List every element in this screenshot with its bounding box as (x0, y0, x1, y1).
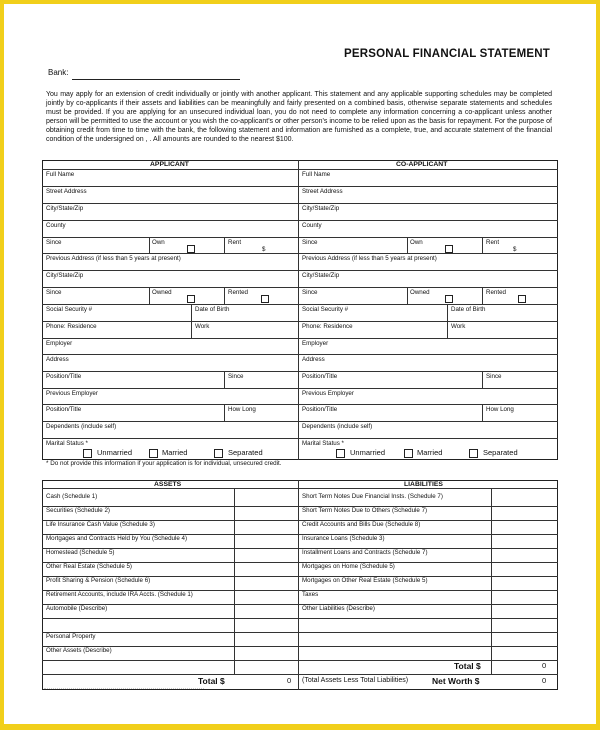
applicant-employer-field[interactable]: Employer (46, 340, 73, 347)
assets-liabilities-table (42, 480, 558, 690)
coapplicant-position2-field[interactable]: Position/Title (302, 406, 338, 413)
applicant-address-field[interactable]: Address (46, 356, 69, 363)
liabilities-header: LIABILITIES (404, 481, 443, 488)
coapplicant-ssn-field[interactable]: Social Security # (302, 306, 349, 313)
applicant-since-field[interactable]: Since (46, 239, 62, 246)
page-footer-divider (44, 688, 204, 691)
coapplicant-rented-label: Rented (486, 289, 506, 296)
liability-item[interactable]: Mortgages on Other Real Estate (Schedule 5) (302, 577, 428, 584)
applicant-full-name-field[interactable]: Full Name (46, 171, 75, 178)
applicant-header: APPLICANT (150, 161, 189, 168)
applicant-street-field[interactable]: Street Address (46, 188, 87, 195)
coapplicant-unmarried-checkbox[interactable] (336, 449, 345, 458)
coapplicant-header: CO-APPLICANT (396, 161, 448, 168)
applicant-prev-employer-field[interactable]: Previous Employer (46, 390, 98, 397)
applicant-city-field[interactable]: City/State/Zip (46, 205, 84, 212)
applicant-position-field[interactable]: Position/Title (46, 373, 82, 380)
intro-paragraph: You may apply for an extension of credit individually or jointly with another applicant. This statement and any applicable supporting schedules may be completed jointly by co-applicants if their assets and liabilities can be meaningfully and fairly presented on a combined basis, otherwise separate statements and schedules must be provided. If you are applying for an unsecured individual loan, you do not need to complete any information concerning a co-applicant unless another person will be permitted to use the account or you wish the co-applicant's or other person's income to be relied upon as the basis for repayment. For the purpose of obtaining credit from time to time with the bank, the following statement and information are furnished as a complete, true, and accurate statement of the financial condition of the undersigned on , . All amounts are rounded to the nearest $100. (46, 91, 552, 143)
assets-header: ASSETS (154, 481, 182, 488)
coapplicant-married-label: Married (417, 448, 443, 457)
coapplicant-full-name-field[interactable]: Full Name (302, 171, 331, 178)
asset-item[interactable]: Retirement Accounts, include IRA Accts. (Schedule 1) (46, 591, 193, 598)
coapplicant-position-field[interactable]: Position/Title (302, 373, 338, 380)
coapplicant-street-field[interactable]: Street Address (302, 188, 343, 195)
coapplicant-dob-field[interactable]: Date of Birth (451, 306, 486, 313)
applicant-prev-address-field[interactable]: Previous Address (if less than 5 years at present) (46, 255, 181, 262)
applicant-dependents-field[interactable]: Dependents (include self) (46, 423, 117, 430)
applicant-prev-city-field[interactable]: City/State/Zip (46, 272, 84, 279)
coapplicant-dependents-field[interactable]: Dependents (include self) (302, 423, 373, 430)
applicant-own-checkbox[interactable] (187, 245, 195, 253)
asset-item[interactable]: Homestead (Schedule 5) (46, 549, 115, 556)
liabilities-total-value: 0 (542, 661, 547, 670)
assets-total-value: 0 (287, 676, 292, 685)
coapplicant-marital-label: Marital Status * (302, 440, 344, 447)
applicant-position2-field[interactable]: Position/Title (46, 406, 82, 413)
applicant-married-checkbox[interactable] (149, 449, 158, 458)
asset-item[interactable]: Automobile (Describe) (46, 605, 108, 612)
coapplicant-married-checkbox[interactable] (404, 449, 413, 458)
applicant-ssn-field[interactable]: Social Security # (46, 306, 93, 313)
net-worth-value: 0 (542, 676, 547, 685)
liability-item[interactable]: Credit Accounts and Bills Due (Schedule 8) (302, 521, 421, 528)
applicant-county-field[interactable]: County (46, 222, 66, 229)
coapplicant-separated-label: Separated (483, 448, 518, 457)
applicant-marital-label: Marital Status * (46, 440, 88, 447)
applicant-rented-checkbox[interactable] (261, 295, 269, 303)
coapplicant-work-field[interactable]: Work (451, 323, 466, 330)
bank-label: Bank: (48, 68, 69, 77)
coapplicant-own-label: Own (410, 239, 423, 246)
coapplicant-address-field[interactable]: Address (302, 356, 325, 363)
applicant-rented-label: Rented (228, 289, 248, 296)
bank-input-line[interactable] (72, 79, 240, 80)
asset-item[interactable]: Personal Property (46, 633, 96, 640)
coapplicant-prev-address-field[interactable]: Previous Address (if less than 5 years at present) (302, 255, 437, 262)
applicant-own-label: Own (152, 239, 165, 246)
applicant-unmarried-label: Unmarried (97, 448, 133, 457)
applicant-dob-field[interactable]: Date of Birth (195, 306, 230, 313)
applicant-rent-label: Rent (228, 239, 242, 246)
coapplicant-rented-checkbox[interactable] (518, 295, 526, 303)
liability-item[interactable]: Short Term Notes Due Financial Insts. (Schedule 7) (302, 493, 443, 500)
coapplicant-since-field[interactable]: Since (302, 239, 318, 246)
liability-item[interactable]: Insurance Loans (Schedule 3) (302, 535, 385, 542)
applicant-rent-dollar: $ (262, 246, 266, 253)
applicant-unmarried-checkbox[interactable] (83, 449, 92, 458)
liabilities-total-label: Total $ (454, 661, 481, 671)
coapplicant-rent-label: Rent (486, 239, 500, 246)
applicant-owned-checkbox[interactable] (187, 295, 195, 303)
applicant-owned-label: Owned (152, 289, 172, 296)
coapplicant-how-long-field[interactable]: How Long (486, 406, 514, 413)
coapplicant-phone-field[interactable]: Phone: Residence (302, 323, 353, 330)
coapplicant-since2-field[interactable]: Since (302, 289, 318, 296)
page-title: PERSONAL FINANCIAL STATEMENT (344, 48, 551, 60)
liability-item[interactable]: Other Liabilities (Describe) (302, 605, 375, 612)
liability-item[interactable]: Mortgages on Home (Schedule 5) (302, 563, 395, 570)
net-worth-note: (Total Assets Less Total Liabilities) (302, 677, 409, 684)
asset-item[interactable]: Other Real Estate (Schedule 5) (46, 563, 132, 570)
coapplicant-rent-dollar: $ (513, 246, 517, 253)
asset-item[interactable]: Mortgages and Contracts Held by You (Schedule 4) (46, 535, 188, 542)
applicant-since2-field[interactable]: Since (46, 289, 62, 296)
asset-item[interactable]: Cash (Schedule 1) (46, 493, 98, 500)
asset-item[interactable]: Profit Sharing & Pension (Schedule 6) (46, 577, 151, 584)
asset-item[interactable]: Other Assets (Describe) (46, 647, 112, 654)
coapplicant-unmarried-label: Unmarried (350, 448, 386, 457)
coapplicant-prev-city-field[interactable]: City/State/Zip (302, 272, 340, 279)
applicant-married-label: Married (162, 448, 188, 457)
assets-total-label: Total $ (198, 676, 225, 686)
liability-item[interactable]: Installment Loans and Contracts (Schedule 7) (302, 549, 428, 556)
applicant-separated-label: Separated (228, 448, 263, 457)
coapplicant-city-field[interactable]: City/State/Zip (302, 205, 340, 212)
asset-item[interactable]: Life Insurance Cash Value (Schedule 3) (46, 521, 155, 528)
coapplicant-county-field[interactable]: County (302, 222, 322, 229)
asset-item[interactable]: Securities (Schedule 2) (46, 507, 110, 514)
applicant-phone-field[interactable]: Phone: Residence (46, 323, 97, 330)
coapplicant-prev-employer-field[interactable]: Previous Employer (302, 390, 354, 397)
net-worth-label: Net Worth $ (432, 676, 480, 686)
coapplicant-separated-checkbox[interactable] (469, 449, 478, 458)
footnote: * Do not provide this information if your application is for individual, unsecured credit. (46, 460, 282, 467)
coapplicant-since3-field[interactable]: Since (486, 373, 502, 380)
coapplicant-employer-field[interactable]: Employer (302, 340, 329, 347)
applicant-separated-checkbox[interactable] (214, 449, 223, 458)
applicant-since3-field[interactable]: Since (228, 373, 244, 380)
liability-item[interactable]: Taxes (302, 591, 319, 598)
applicant-how-long-field[interactable]: How Long (228, 406, 256, 413)
coapplicant-owned-label: Owned (410, 289, 430, 296)
coapplicant-own-checkbox[interactable] (445, 245, 453, 253)
coapplicant-owned-checkbox[interactable] (445, 295, 453, 303)
form-page (4, 4, 596, 724)
applicant-work-field[interactable]: Work (195, 323, 210, 330)
liability-item[interactable]: Short Term Notes Due to Others (Schedule 7) (302, 507, 428, 514)
